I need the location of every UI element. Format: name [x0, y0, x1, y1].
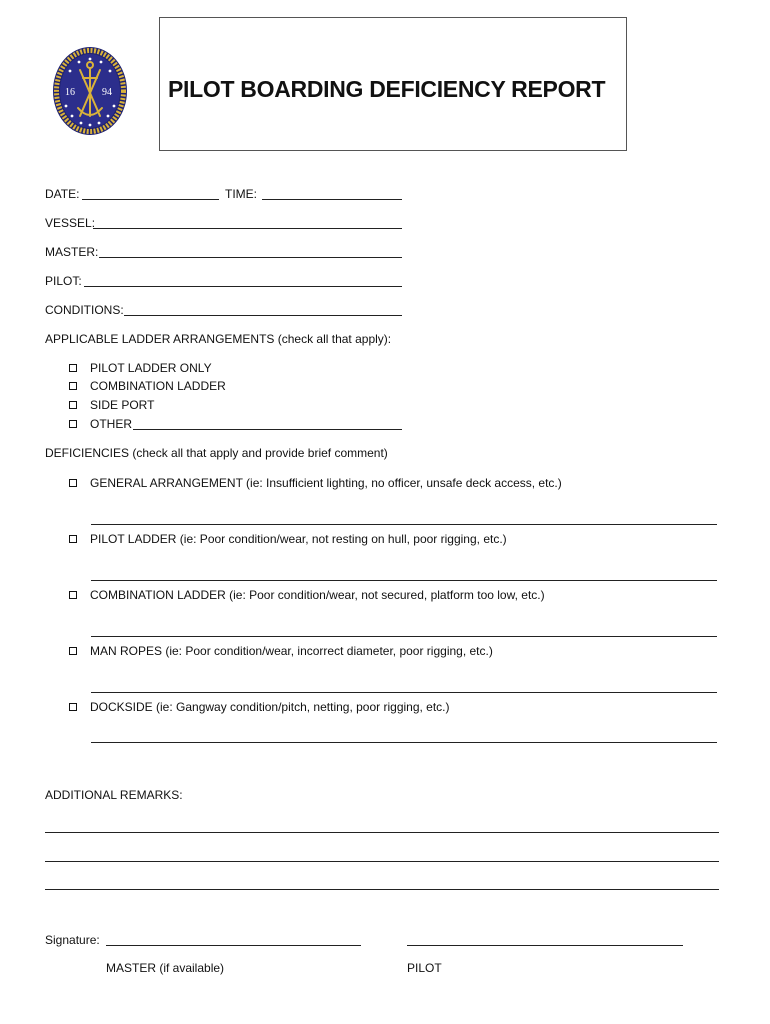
deficiency-comment-line[interactable] — [91, 742, 717, 743]
deficiency-checkbox-combination[interactable] — [69, 591, 77, 599]
deficiency-comment-line[interactable] — [91, 524, 717, 525]
seal-left-number: 16 — [65, 87, 75, 98]
ladder-heading: APPLICABLE LADDER ARRANGEMENTS (check all that apply): — [45, 332, 392, 346]
master-signature-line[interactable] — [106, 945, 361, 946]
pilot-signature-caption: PILOT — [407, 961, 442, 975]
deficiency-checkbox-pilot-ladder[interactable] — [69, 535, 77, 543]
pilot-label: PILOT: — [45, 274, 82, 288]
deficiency-label: PILOT LADDER (ie: Poor condition/wear, not resting on hull, poor rigging, etc.) — [90, 532, 507, 546]
deficiency-checkbox-dockside[interactable] — [69, 703, 77, 711]
deficiency-comment-line[interactable] — [91, 692, 717, 693]
signature-label: Signature: — [45, 933, 100, 947]
remarks-heading: ADDITIONAL REMARKS: — [45, 788, 183, 802]
master-input-line[interactable] — [99, 257, 402, 258]
other-input-line[interactable] — [133, 429, 402, 430]
vessel-input-line[interactable] — [93, 228, 402, 229]
master-label: MASTER: — [45, 245, 99, 259]
master-signature-caption: MASTER (if available) — [106, 961, 225, 975]
time-input-line[interactable] — [262, 199, 402, 200]
ladder-checkbox-other[interactable] — [69, 420, 77, 428]
ladder-option-label: OTHER — [90, 417, 132, 431]
remarks-line[interactable] — [45, 832, 719, 833]
ladder-checkbox-side-port[interactable] — [69, 401, 77, 409]
deficiency-label: COMBINATION LADDER (ie: Poor condition/wear, not secured, platform too low, etc.) — [90, 588, 545, 602]
ladder-checkbox-pilot-ladder[interactable] — [69, 364, 77, 372]
anchor-seal-icon — [52, 46, 128, 136]
conditions-input-line[interactable] — [124, 315, 402, 316]
deficiency-comment-line[interactable] — [91, 636, 717, 637]
date-label: DATE: — [45, 187, 80, 201]
remarks-line[interactable] — [45, 889, 719, 890]
seal-right-number: 94 — [102, 87, 112, 98]
date-input-line[interactable] — [82, 199, 219, 200]
pilot-signature-line[interactable] — [407, 945, 683, 946]
ladder-option-label: COMBINATION LADDER — [90, 379, 226, 393]
pilot-input-line[interactable] — [84, 286, 402, 287]
page-title: PILOT BOARDING DEFICIENCY REPORT — [168, 76, 606, 102]
ladder-checkbox-combination[interactable] — [69, 382, 77, 390]
remarks-line[interactable] — [45, 861, 719, 862]
deficiency-checkbox-man-ropes[interactable] — [69, 647, 77, 655]
deficiencies-heading: DEFICIENCIES (check all that apply and provide brief comment) — [45, 446, 388, 460]
deficiency-label: DOCKSIDE (ie: Gangway condition/pitch, netting, poor rigging, etc.) — [90, 700, 450, 714]
deficiency-comment-line[interactable] — [91, 580, 717, 581]
deficiency-label: MAN ROPES (ie: Poor condition/wear, incorrect diameter, poor rigging, etc.) — [90, 644, 493, 658]
time-label: TIME: — [225, 187, 257, 201]
ladder-option-label: SIDE PORT — [90, 398, 155, 412]
conditions-label: CONDITIONS: — [45, 303, 124, 317]
pilot-association-seal — [52, 46, 128, 136]
ladder-option-label: PILOT LADDER ONLY — [90, 361, 212, 375]
vessel-label: VESSEL: — [45, 216, 96, 230]
deficiency-label: GENERAL ARRANGEMENT (ie: Insufficient lighting, no officer, unsafe deck access, etc.) — [90, 476, 562, 490]
deficiency-checkbox-general[interactable] — [69, 479, 77, 487]
